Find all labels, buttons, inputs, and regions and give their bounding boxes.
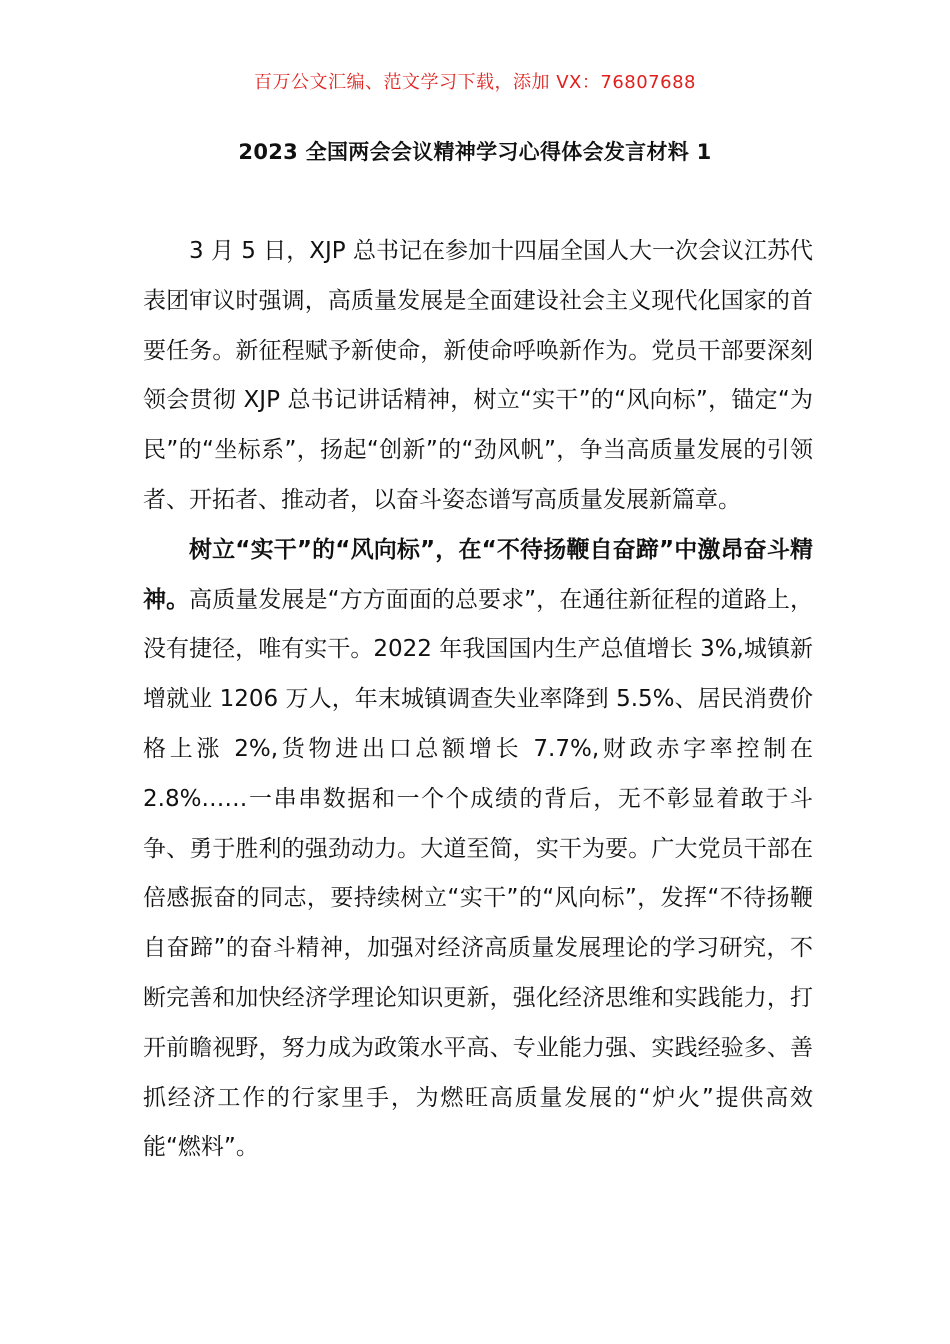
paragraph-2 bbox=[143, 526, 813, 1173]
paragraph-2-text: 高质量发展是“方方面面的总要求”，在通往新征程的道路上，没有捷径，唯有实干。2022 年我国国内生产总值增长 3%,城镇新增就业 1206 万人，年末城镇调查失业率降到 5.5%、居民消费价格上涨 2%,货物进出口总额增长 7.7%,财政赤字率控制在 2.8%……一串串数据和一个个成绩的背后，无不彰显着敢于斗争、勇于胜利的强劲动力。大道至简，实干为要。广大党员干部在倍感振奋的同志，要持续树立“实干”的“风向标”，发挥“不待扬鞭自奋蹄”的奋斗精神，加强对经济高质量发展理论的学习研究，不断完善和加快经济学理论知识更新，强化经济思维和实践能力，打开前瞻视野，努力成为政策水平高、专业能力强、实践经验多、善抓经济工作的行家里手，为燃旺高质量发展的“炉火”提供高效能“燃料”。 bbox=[143, 586, 813, 1161]
paragraph-1 bbox=[143, 227, 813, 526]
document-title: 2023 全国两会会议精神学习心得体会发言材料 1 bbox=[238, 140, 712, 164]
document-body bbox=[143, 227, 813, 1173]
paragraph-1-text: 3 月 5 日，XJP 总书记在参加十四届全国人大一次会议江苏代表团审议时强调，高质量发展是全面建设社会主义现代化国家的首要任务。新征程赋予新使命，新使命呼唤新作为。党员干部要深刻领会贯彻 XJP 总书记讲话精神，树立“实干”的“风向标”，锚定“为民”的“坐标系”，扬起“创新”的“劲风帆”，争当高质量发展的引领者、开拓者、推动者，以奋斗姿态谱写高质量发展新篇章。 bbox=[143, 238, 813, 513]
promo-header-text: 百万公文汇编、范文学习下载，添加 VX：76807688 bbox=[254, 72, 696, 93]
paragraph-2-lead: 树立“实干”的“风向标”，在“不待扬鞭自奋蹄”中激昂奋斗精神。 bbox=[143, 536, 813, 613]
